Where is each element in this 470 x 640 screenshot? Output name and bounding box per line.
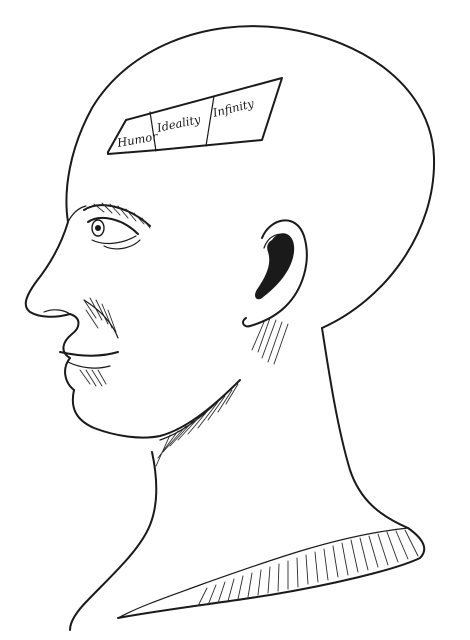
head-profile-outline: [26, 26, 434, 437]
collar-inner-line: [118, 528, 408, 618]
brow-ridge: [68, 206, 86, 222]
collar-hatching: [198, 530, 418, 606]
nostril: [44, 310, 70, 314]
neck-hatching: [252, 318, 288, 364]
collar-line: [118, 528, 424, 618]
lower-lip: [68, 362, 110, 368]
eyebrow-hatching: [94, 203, 150, 228]
mouth-line: [60, 352, 118, 356]
region-humor: Humor: [116, 129, 159, 150]
region-infinity: Infinity: [211, 96, 256, 120]
pupil: [95, 225, 101, 231]
chin-hatching: [80, 370, 106, 386]
region-divider-2: [206, 96, 214, 146]
eye-lower-lid: [92, 236, 136, 243]
ear-inner-shadow: [255, 233, 294, 299]
jaw-hatching: [156, 384, 238, 466]
front-of-neck: [70, 452, 156, 630]
back-of-neck: [322, 328, 408, 528]
region-ideality: Ideality: [155, 112, 202, 135]
phrenology-region-box: [108, 78, 282, 154]
